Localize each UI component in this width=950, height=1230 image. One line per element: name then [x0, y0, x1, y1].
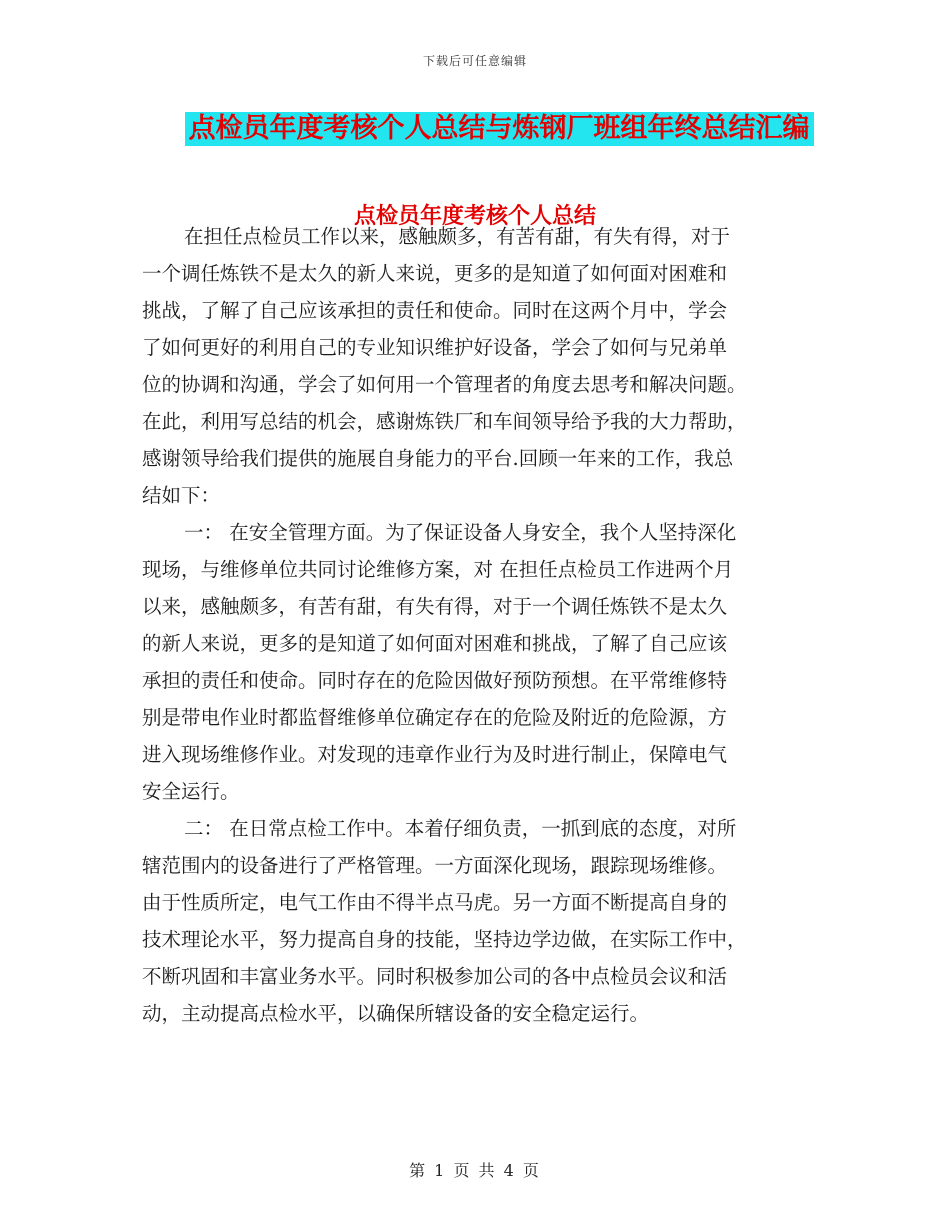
paragraph-line: 位的协调和沟通，学会了如何用一个管理者的角度去思考和解决问题。: [142, 373, 747, 396]
paragraph-line: 在担任点检员工作以来，感触颇多，有苦有甜，有失有得，对于: [184, 225, 731, 248]
paragraph-line: 了如何更好的利用自己的专业知识维护好设备，学会了如何与兄弟单: [142, 336, 728, 359]
paragraph-line: 一个调任炼铁不是太久的新人来说，更多的是知道了如何面对困难和: [142, 262, 728, 285]
paragraph: [142, 218, 808, 514]
paragraph-line: 承担的责任和使命。同时存在的危险因做好预防预想。在平常维修特: [142, 669, 728, 692]
page-footer: 第 1 页 共 4 页: [409, 1161, 541, 1180]
paragraph-line: 挑战，了解了自己应该承担的责任和使命。同时在这两个月中，学会: [142, 299, 728, 322]
paragraph-line: 一： 在安全管理方面。为了保证设备人身安全，我个人坚持深化: [184, 521, 737, 544]
paragraph-line: 在此，利用写总结的机会，感谢炼铁厂和车间领导给予我的大力帮助，: [142, 410, 747, 433]
section-title: 点检员年度考核个人总结: [353, 204, 596, 229]
paragraph: [142, 810, 808, 1032]
paragraph-line: 辖范围内的设备进行了严格管理。一方面深化现场，跟踪现场维修。: [142, 854, 728, 877]
paragraph-line: 别是带电作业时都监督维修单位确定存在的危险及附近的危险源，方: [142, 706, 728, 729]
paragraph: [142, 514, 808, 810]
paragraph-line: 现场，与维修单位共同讨论维修方案，对 在担任点检员工作进两个月: [142, 558, 734, 581]
document-title-container: [0, 112, 950, 146]
paragraph-line: 感谢领导给我们提供的施展自身能力的平台.回顾一年来的工作，我总: [142, 447, 734, 470]
body-text: [142, 218, 808, 1032]
paragraph-line: 结如下：: [142, 484, 221, 507]
document-title: 点检员年度考核个人总结与炼钢厂班组年终总结汇编: [185, 112, 814, 146]
paragraph-line: 技术理论水平，努力提高自身的技能，坚持边学边做，在实际工作中，: [142, 928, 747, 951]
paragraph-line: 的新人来说，更多的是知道了如何面对困难和挑战，了解了自己应该: [142, 632, 728, 655]
header-note: 下载后可任意编辑: [422, 54, 527, 68]
paragraph-line: 进入现场维修作业。对发现的违章作业行为及时进行制止，保障电气: [142, 743, 728, 766]
paragraph-line: 动，主动提高点检水平，以确保所辖设备的安全稳定运行。: [142, 1002, 650, 1025]
paragraph-line: 不断巩固和丰富业务水平。同时积极参加公司的各中点检员会议和活: [142, 965, 728, 988]
paragraph-line: 以来，感触颇多，有苦有甜，有失有得，对于一个调任炼铁不是太久: [142, 595, 728, 618]
paragraph-line: 二： 在日常点检工作中。本着仔细负责，一抓到底的态度，对所: [184, 817, 737, 840]
paragraph-line: 安全运行。: [142, 780, 240, 803]
paragraph-line: 由于性质所定，电气工作由不得半点马虎。另一方面不断提高自身的: [142, 891, 728, 914]
